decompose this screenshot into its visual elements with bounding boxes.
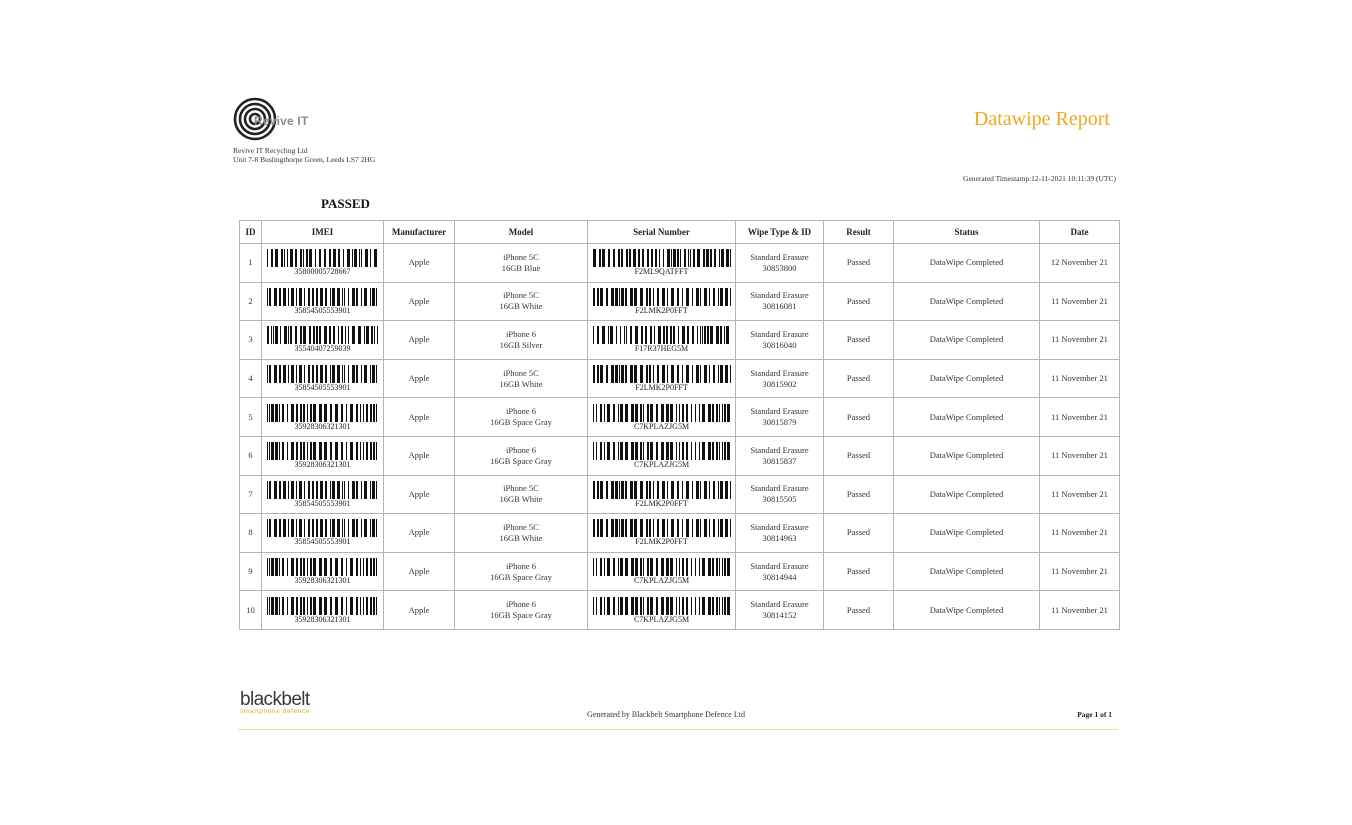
manufacturer-text: Apple — [408, 604, 430, 615]
barcode-graphic — [267, 519, 379, 537]
cell-model — [455, 552, 588, 591]
model-name: iPhone 5C — [503, 367, 539, 378]
cell-wipe-type — [736, 282, 824, 321]
cell-id — [240, 359, 262, 398]
cell-status — [894, 321, 1040, 360]
cell-date — [1040, 552, 1120, 591]
company-address: Unit 7-8 Buslingthorpe Green, Leeds LS7 2HG — [233, 155, 376, 164]
cell-date — [1040, 321, 1120, 360]
cell-serial-number — [588, 321, 736, 360]
imei-text: 35928306321301 — [294, 421, 351, 431]
table-row — [240, 359, 1120, 398]
cell-imei — [262, 282, 384, 321]
cell-wipe-type — [736, 552, 824, 591]
result-text: Passed — [846, 604, 871, 615]
cell-model — [455, 475, 588, 514]
manufacturer-text: Apple — [408, 411, 430, 422]
row-id: 9 — [248, 566, 253, 577]
status-text: DataWipe Completed — [929, 450, 1004, 461]
table-body — [240, 244, 1120, 630]
cell-manufacturer — [384, 591, 455, 630]
serial-text: F17R37HEG5M — [634, 344, 689, 354]
barcode-graphic — [267, 597, 379, 615]
row-id: 5 — [248, 411, 253, 422]
cell-manufacturer — [384, 244, 455, 283]
model-name: iPhone 6 — [506, 406, 536, 417]
barcode-graphic — [593, 442, 731, 460]
cell-manufacturer — [384, 514, 455, 553]
serial-text: C7KPLAZJG5M — [633, 421, 690, 431]
row-id: 1 — [248, 257, 253, 268]
cell-manufacturer — [384, 359, 455, 398]
model-name: iPhone 5C — [503, 251, 539, 262]
status-text: DataWipe Completed — [929, 411, 1004, 422]
cell-result — [824, 359, 894, 398]
status-text: DataWipe Completed — [929, 604, 1004, 615]
wipe-type-text: Standard Erasure — [750, 483, 809, 494]
brand-name: blackbelt — [240, 689, 310, 710]
cell-result — [824, 552, 894, 591]
cell-id — [240, 514, 262, 553]
cell-serial-number — [588, 398, 736, 437]
row-id: 10 — [246, 604, 255, 615]
company-info — [233, 146, 375, 164]
serial-text: F2LMK2P0FFT — [635, 305, 688, 315]
model-name: iPhone 5C — [503, 483, 539, 494]
model-capacity: 16GB White — [499, 378, 543, 389]
model-name: iPhone 6 — [506, 444, 536, 455]
serial-text: F2LMK2P0FFT — [635, 383, 688, 393]
column-header-wipe-type: Wipe Type & ID — [736, 221, 824, 244]
column-header-date: Date — [1040, 221, 1120, 244]
cell-imei — [262, 398, 384, 437]
column-header-status: Status — [894, 221, 1040, 244]
cell-serial-number — [588, 359, 736, 398]
table-row — [240, 436, 1120, 475]
status-text: DataWipe Completed — [929, 566, 1004, 577]
barcode-graphic — [267, 365, 379, 383]
cell-id — [240, 591, 262, 630]
table-header-row — [240, 221, 1120, 244]
cell-result — [824, 514, 894, 553]
result-text: Passed — [846, 373, 871, 384]
barcode-graphic — [593, 288, 731, 306]
cell-imei — [262, 552, 384, 591]
wipe-type-text: Standard Erasure — [750, 560, 809, 571]
datawipe-table — [239, 220, 1120, 630]
cell-status — [894, 398, 1040, 437]
model-name: iPhone 5C — [503, 521, 539, 532]
cell-status — [894, 244, 1040, 283]
manufacturer-text: Apple — [408, 566, 430, 577]
cell-status — [894, 591, 1040, 630]
model-capacity: 16GB White — [499, 301, 543, 312]
cell-result — [824, 591, 894, 630]
wipe-id-text: 30816040 — [762, 339, 797, 350]
cell-model — [455, 436, 588, 475]
status-text: DataWipe Completed — [929, 334, 1004, 345]
cell-model — [455, 398, 588, 437]
cell-serial-number — [588, 552, 736, 591]
barcode-graphic — [593, 249, 731, 267]
barcode-graphic — [267, 404, 379, 422]
cell-imei — [262, 514, 384, 553]
cell-imei — [262, 321, 384, 360]
wipe-id-text: 30816081 — [762, 301, 797, 312]
cell-result — [824, 244, 894, 283]
wipe-id-text: 30815879 — [762, 417, 797, 428]
cell-wipe-type — [736, 591, 824, 630]
serial-text: F2LMK2P0FFT — [635, 537, 688, 547]
result-text: Passed — [846, 488, 871, 499]
wipe-id-text: 30814152 — [762, 610, 797, 621]
wipe-type-text: Standard Erasure — [750, 328, 809, 339]
manufacturer-text: Apple — [408, 295, 430, 306]
cell-date — [1040, 398, 1120, 437]
imei-text: 35854505553901 — [294, 498, 351, 508]
column-header-manufacturer: Manufacturer — [384, 221, 455, 244]
date-text: 11 November 21 — [1051, 411, 1108, 422]
cell-manufacturer — [384, 282, 455, 321]
table-row — [240, 321, 1120, 360]
status-text: DataWipe Completed — [929, 373, 1004, 384]
cell-id — [240, 398, 262, 437]
cell-manufacturer — [384, 475, 455, 514]
date-text: 11 November 21 — [1051, 488, 1108, 499]
table-row — [240, 282, 1120, 321]
table-row — [240, 552, 1120, 591]
row-id: 4 — [248, 373, 253, 384]
cell-imei — [262, 244, 384, 283]
date-text: 11 November 21 — [1051, 334, 1108, 345]
imei-text: 35540407259039 — [294, 344, 351, 354]
wipe-type-text: Standard Erasure — [750, 251, 809, 262]
barcode-graphic — [593, 365, 731, 383]
cell-imei — [262, 359, 384, 398]
cell-serial-number — [588, 436, 736, 475]
date-text: 11 November 21 — [1051, 604, 1108, 615]
cell-date — [1040, 359, 1120, 398]
cell-imei — [262, 436, 384, 475]
cell-date — [1040, 244, 1120, 283]
imei-text: 35928306321301 — [294, 614, 351, 624]
model-capacity: 16GB Space Gray — [490, 417, 552, 428]
manufacturer-text: Apple — [408, 488, 430, 499]
column-header-id: ID — [240, 221, 262, 244]
company-name: Revive IT Recycling Ltd — [233, 146, 308, 155]
wipe-type-text: Standard Erasure — [750, 290, 809, 301]
row-id: 6 — [248, 450, 253, 461]
cell-date — [1040, 436, 1120, 475]
model-capacity: 16GB Blue — [501, 262, 541, 273]
column-header-model: Model — [455, 221, 588, 244]
cell-manufacturer — [384, 436, 455, 475]
cell-model — [455, 359, 588, 398]
cell-wipe-type — [736, 398, 824, 437]
cell-result — [824, 321, 894, 360]
barcode-graphic — [593, 404, 731, 422]
cell-status — [894, 436, 1040, 475]
result-text: Passed — [846, 566, 871, 577]
cell-model — [455, 591, 588, 630]
status-text: DataWipe Completed — [929, 295, 1004, 306]
cell-result — [824, 436, 894, 475]
result-text: Passed — [846, 450, 871, 461]
table-row — [240, 398, 1120, 437]
barcode-graphic — [593, 597, 731, 615]
cell-id — [240, 244, 262, 283]
date-text: 11 November 21 — [1051, 373, 1108, 384]
wipe-id-text: 30815902 — [762, 378, 797, 389]
cell-wipe-type — [736, 321, 824, 360]
cell-wipe-type — [736, 514, 824, 553]
section-title: PASSED — [321, 196, 370, 211]
manufacturer-text: Apple — [408, 373, 430, 384]
serial-text: C7KPLAZJG5M — [633, 576, 690, 586]
cell-serial-number — [588, 282, 736, 321]
cell-date — [1040, 475, 1120, 514]
cell-wipe-type — [736, 359, 824, 398]
row-id: 8 — [248, 527, 253, 538]
serial-text: F2ML9QATFFT — [634, 267, 689, 277]
barcode-graphic — [267, 249, 379, 267]
table-row — [240, 244, 1120, 283]
imei-text: 35800005728667 — [294, 267, 351, 277]
cell-id — [240, 475, 262, 514]
cell-imei — [262, 475, 384, 514]
cell-date — [1040, 591, 1120, 630]
serial-text: C7KPLAZJG5M — [633, 614, 690, 624]
cell-manufacturer — [384, 552, 455, 591]
date-text: 11 November 21 — [1051, 295, 1108, 306]
cell-model — [455, 244, 588, 283]
cell-model — [455, 514, 588, 553]
wipe-type-text: Standard Erasure — [750, 599, 809, 610]
wipe-id-text: 30814944 — [762, 571, 797, 582]
model-capacity: 16GB White — [499, 494, 543, 505]
barcode-graphic — [593, 481, 731, 499]
column-header-result: Result — [824, 221, 894, 244]
cell-date — [1040, 514, 1120, 553]
imei-text: 35854505553901 — [294, 305, 351, 315]
row-id: 3 — [248, 334, 253, 345]
serial-text: C7KPLAZJG5M — [633, 460, 690, 470]
wipe-id-text: 30814963 — [762, 532, 797, 543]
result-text: Passed — [846, 295, 871, 306]
imei-text: 35928306321301 — [294, 576, 351, 586]
report-title: Datawipe Report — [973, 108, 1110, 130]
cell-status — [894, 475, 1040, 514]
imei-text: 35854505553901 — [294, 383, 351, 393]
model-capacity: 16GB Space Gray — [490, 455, 552, 466]
barcode-graphic — [593, 519, 731, 537]
manufacturer-text: Apple — [408, 257, 430, 268]
wipe-id-text: 30853800 — [762, 262, 797, 273]
result-text: Passed — [846, 257, 871, 268]
model-capacity: 16GB Space Gray — [490, 571, 552, 582]
imei-text: 35854505553901 — [294, 537, 351, 547]
column-header-imei: IMEI — [262, 221, 384, 244]
cell-imei — [262, 591, 384, 630]
generated-timestamp: Generated Timestamp:12-11-2021 10:11:39 (UTC) — [963, 174, 1116, 183]
result-text: Passed — [846, 411, 871, 422]
barcode-graphic — [267, 326, 379, 344]
cell-date — [1040, 282, 1120, 321]
date-text: 11 November 21 — [1051, 527, 1108, 538]
model-capacity: 16GB Silver — [499, 339, 543, 350]
model-name: iPhone 5C — [503, 290, 539, 301]
wipe-id-text: 30815837 — [762, 455, 797, 466]
model-capacity: 16GB Space Gray — [490, 610, 552, 621]
barcode-graphic — [593, 326, 731, 344]
cell-result — [824, 398, 894, 437]
cell-wipe-type — [736, 244, 824, 283]
status-text: DataWipe Completed — [929, 527, 1004, 538]
model-name: iPhone 6 — [506, 599, 536, 610]
model-name: iPhone 6 — [506, 328, 536, 339]
cell-serial-number — [588, 514, 736, 553]
wipe-type-text: Standard Erasure — [750, 367, 809, 378]
row-id: 2 — [248, 295, 253, 306]
table-row — [240, 591, 1120, 630]
brand-tagline: smartphone defence — [240, 708, 311, 715]
manufacturer-text: Apple — [408, 450, 430, 461]
cell-model — [455, 282, 588, 321]
cell-manufacturer — [384, 398, 455, 437]
cell-manufacturer — [384, 321, 455, 360]
barcode-graphic — [267, 481, 379, 499]
barcode-graphic — [593, 558, 731, 576]
cell-wipe-type — [736, 475, 824, 514]
footer-divider — [238, 729, 1118, 730]
barcode-graphic — [267, 288, 379, 306]
barcode-graphic — [267, 558, 379, 576]
logo-text: Revive IT — [254, 114, 309, 128]
cell-serial-number — [588, 475, 736, 514]
cell-model — [455, 321, 588, 360]
cell-id — [240, 552, 262, 591]
blackbelt-logo — [240, 690, 310, 715]
cell-serial-number — [588, 244, 736, 283]
column-header-serial-number: Serial Number — [588, 221, 736, 244]
barcode-graphic — [267, 442, 379, 460]
row-id: 7 — [248, 488, 253, 499]
cell-result — [824, 282, 894, 321]
cell-status — [894, 514, 1040, 553]
date-text: 11 November 21 — [1051, 566, 1108, 577]
date-text: 11 November 21 — [1051, 450, 1108, 461]
manufacturer-text: Apple — [408, 334, 430, 345]
cell-id — [240, 321, 262, 360]
wipe-type-text: Standard Erasure — [750, 521, 809, 532]
wipe-id-text: 30815505 — [762, 494, 797, 505]
cell-wipe-type — [736, 436, 824, 475]
imei-text: 35928306321301 — [294, 460, 351, 470]
date-text: 12 November 21 — [1050, 257, 1109, 268]
cell-status — [894, 359, 1040, 398]
model-capacity: 16GB White — [499, 532, 543, 543]
status-text: DataWipe Completed — [929, 257, 1004, 268]
cell-id — [240, 282, 262, 321]
wipe-type-text: Standard Erasure — [750, 406, 809, 417]
table-row — [240, 475, 1120, 514]
page-number: Page 1 of 1 — [1077, 710, 1112, 719]
result-text: Passed — [846, 527, 871, 538]
generated-by: Generated by Blackbelt Smartphone Defence Ltd — [587, 710, 745, 719]
manufacturer-text: Apple — [408, 527, 430, 538]
serial-text: F2LMK2P0FFT — [635, 498, 688, 508]
result-text: Passed — [846, 334, 871, 345]
status-text: DataWipe Completed — [929, 488, 1004, 499]
cell-serial-number — [588, 591, 736, 630]
cell-status — [894, 552, 1040, 591]
cell-status — [894, 282, 1040, 321]
cell-id — [240, 436, 262, 475]
model-name: iPhone 6 — [506, 560, 536, 571]
cell-result — [824, 475, 894, 514]
table-row — [240, 514, 1120, 553]
wipe-type-text: Standard Erasure — [750, 444, 809, 455]
